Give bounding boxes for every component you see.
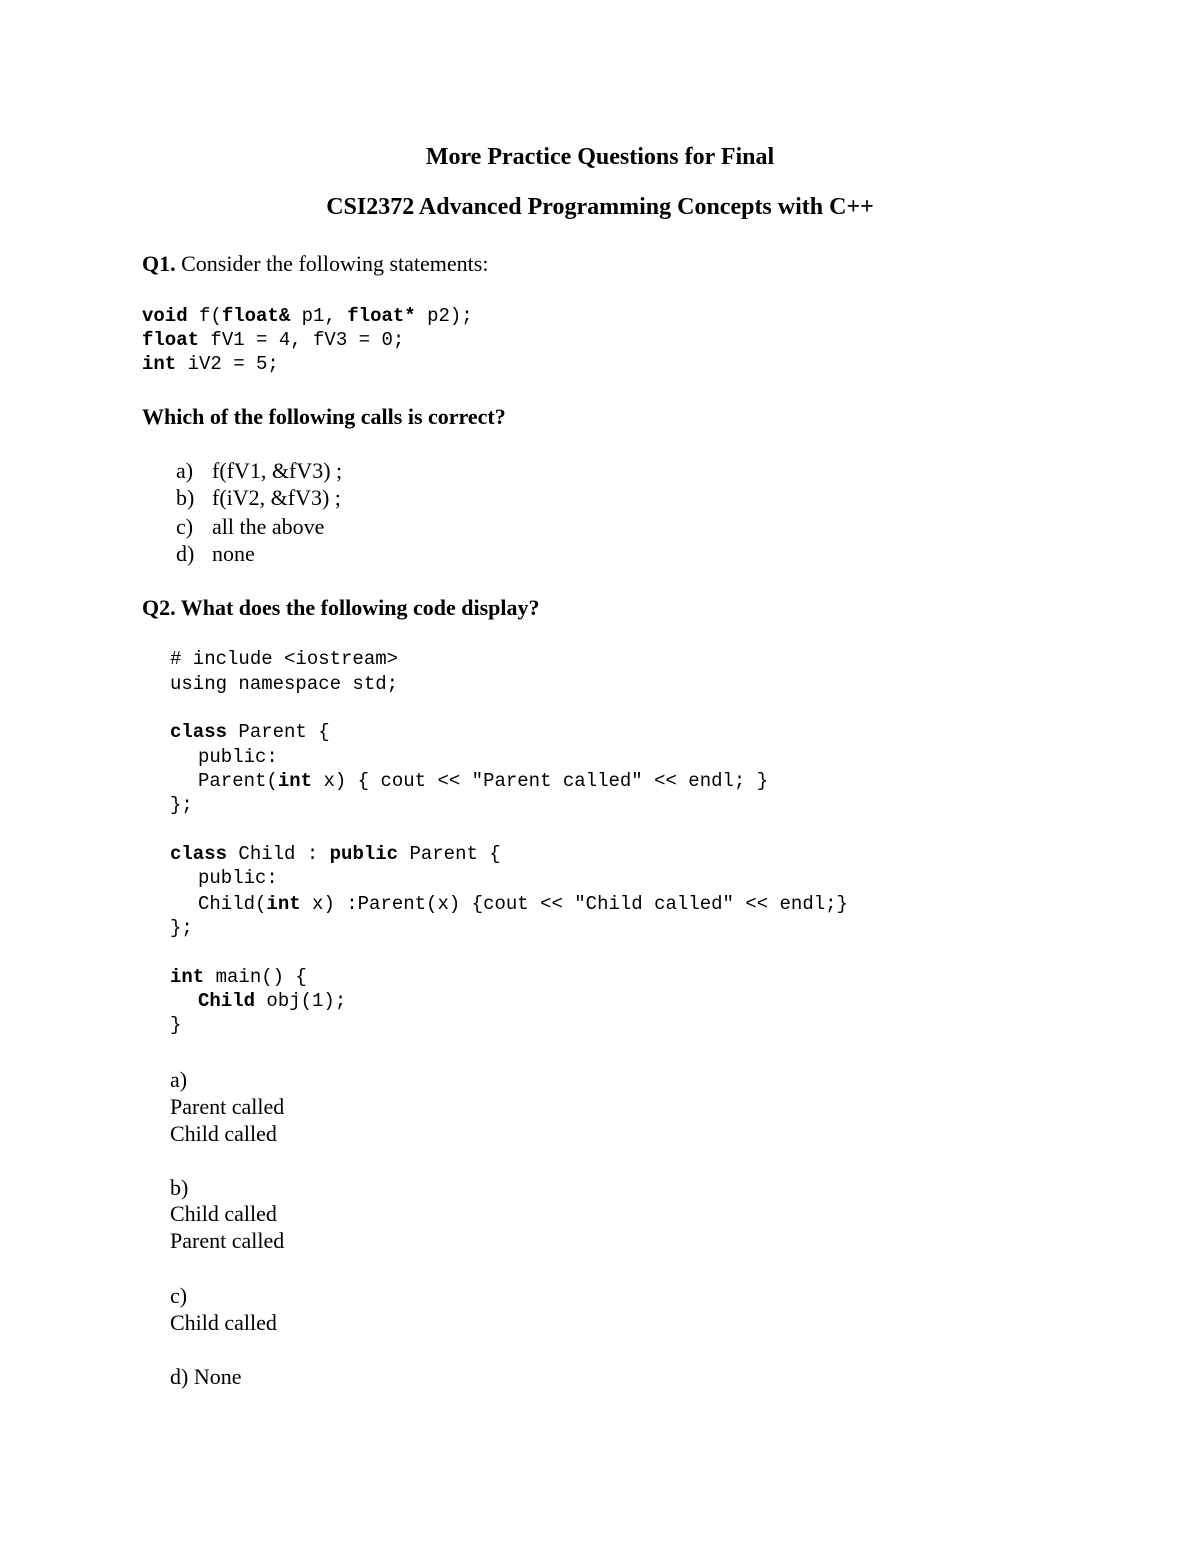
q2-answer-d: d) None: [170, 1364, 242, 1389]
q2-answer-a-line-1: Parent called: [170, 1094, 285, 1119]
q2-code-include: # include <iostream>: [170, 648, 399, 670]
q1-option-c: c) all the above: [176, 514, 325, 539]
q2-code-main-body: Child obj(1);: [198, 990, 347, 1012]
q1-intro-text: Consider the following statements:: [181, 251, 489, 276]
q2-code-child-decl: class Child : public Parent {: [170, 843, 501, 865]
q1-number: Q1.: [142, 251, 176, 276]
q2-question: Q2. What does the following code display?: [142, 595, 540, 620]
q2-answer-b-label: b): [170, 1175, 189, 1200]
q1-intro: [142, 251, 488, 277]
q1-code-line-1: void f(float& p1, float* p2);: [142, 305, 473, 327]
q1-option-d: d) none: [176, 541, 255, 566]
q2-code-parent-decl: class Parent {: [170, 721, 330, 743]
q2-code-child-public: public:: [198, 867, 278, 889]
q2-answer-a-line-2: Child called: [170, 1121, 277, 1146]
q2-answer-a-label: a): [170, 1067, 188, 1092]
q2-answer-b-line-2: Parent called: [170, 1228, 285, 1253]
q2-answer-b-line-1: Child called: [170, 1201, 277, 1226]
q1-code-line-2: float fV1 = 4, fV3 = 0;: [142, 329, 405, 351]
q2-code-main-close: }: [170, 1014, 182, 1036]
course-title: CSI2372 Advanced Programming Concepts with C++: [326, 194, 874, 220]
q2-code-child-ctor: Child(int x) :Parent(x) {cout << "Child called" << endl;}: [198, 893, 848, 915]
page-title: More Practice Questions for Final: [425, 144, 775, 170]
q2-code-main-decl: int main() {: [170, 966, 307, 988]
q1-question: Which of the following calls is correct?: [142, 404, 506, 429]
q2-answer-c-label: c): [170, 1283, 188, 1308]
q2-answer-c-line-1: Child called: [170, 1310, 277, 1335]
q2-code-child-close: };: [170, 917, 193, 939]
q1-code-line-3: int iV2 = 5;: [142, 353, 279, 375]
q2-code-parent-ctor: Parent(int x) { cout << "Parent called" << endl; }: [198, 770, 769, 792]
q1-option-a: a) f(fV1, &fV3) ;: [176, 458, 343, 483]
q2-code-parent-public: public:: [198, 746, 278, 768]
q2-code-using: using namespace std;: [170, 673, 399, 695]
q1-option-b: b) f(iV2, &fV3) ;: [176, 485, 341, 510]
q2-code-parent-close: };: [170, 794, 193, 816]
